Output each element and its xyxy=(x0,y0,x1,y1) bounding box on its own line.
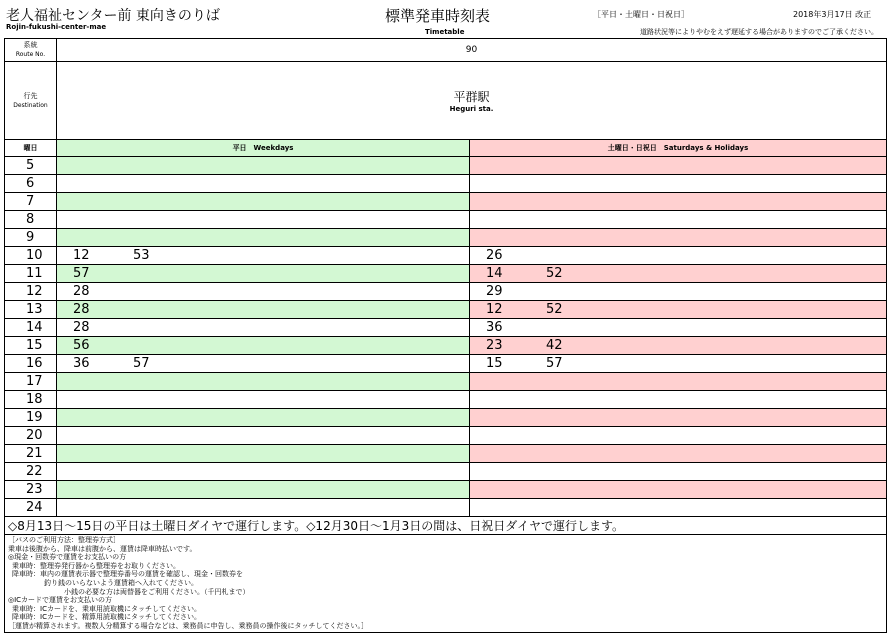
departure-minute: 42 xyxy=(546,338,563,353)
weekday-minutes-cell xyxy=(57,193,470,211)
hour-row xyxy=(5,409,887,427)
departure-minute: 28 xyxy=(73,284,90,299)
holiday-minutes-cell xyxy=(470,427,887,445)
weekday-minutes-cell xyxy=(57,265,470,283)
hour-cell: 21 xyxy=(5,445,57,463)
holiday-minutes-cell xyxy=(470,391,887,409)
weekday-minutes-cell xyxy=(57,247,470,265)
route-label-jp: 系統 xyxy=(23,41,38,49)
schedule-notice: ◇8月13日～15日の平日は土曜日ダイヤで運行します。◇12月30日～1月3日の間は、日祝日ダイヤで運行します。 xyxy=(5,517,887,535)
hour-row xyxy=(5,463,887,481)
usage-note-line: 乗車時：ICカードを、乗車用読取機にタッチしてください。 xyxy=(12,604,201,613)
usage-notes-row xyxy=(5,535,887,633)
holiday-minutes-cell xyxy=(470,319,887,337)
departure-minute: 56 xyxy=(73,338,90,353)
hour-cell: 13 xyxy=(5,301,57,319)
weekday-minutes-cell xyxy=(57,409,470,427)
holiday-minutes-cell xyxy=(470,193,887,211)
weekday-minutes-cell xyxy=(57,211,470,229)
usage-note-line: ［運賃が精算されます。複数人分精算する場合などは、乗務員に申告し、乗務員の操作後にタッチしてください。］ xyxy=(8,621,368,630)
hour-row xyxy=(5,319,887,337)
hour-cell: 23 xyxy=(5,481,57,499)
hour-row xyxy=(5,391,887,409)
weekday-minutes-cell xyxy=(57,445,470,463)
usage-note-line: ◎ICカードで運賃をお支払いの方 xyxy=(8,596,113,605)
column-header-row xyxy=(5,140,887,157)
departure-minute: 36 xyxy=(73,356,90,371)
hour-cell: 10 xyxy=(5,247,57,265)
hour-row xyxy=(5,301,887,319)
holiday-column-header: 土曜日・日祝日 Saturdays & Holidays xyxy=(470,140,887,157)
hour-cell: 24 xyxy=(5,499,57,517)
route-number: 90 xyxy=(57,39,887,62)
hour-row xyxy=(5,175,887,193)
weekday-minutes-cell xyxy=(57,427,470,445)
holiday-minutes-cell xyxy=(470,463,887,481)
departure-minute: 23 xyxy=(486,338,503,353)
weekday-minutes-cell xyxy=(57,373,470,391)
weekday-minutes-cell xyxy=(57,391,470,409)
stop-name-roman: Rojin-fukushi-center-mae xyxy=(6,23,107,31)
hour-column-header: 曜日 xyxy=(5,140,57,157)
weekday-minutes-cell xyxy=(57,481,470,499)
hour-row xyxy=(5,283,887,301)
hour-cell: 14 xyxy=(5,319,57,337)
usage-notes xyxy=(5,535,887,633)
hour-row xyxy=(5,427,887,445)
holiday-minutes-cell xyxy=(470,283,887,301)
weekday-minutes-cell xyxy=(57,157,470,175)
hour-row xyxy=(5,355,887,373)
hour-cell: 19 xyxy=(5,409,57,427)
hour-row xyxy=(5,229,887,247)
hour-row xyxy=(5,211,887,229)
usage-note-line: 乗車は後腹から、降車は前腹から、運賃は降車時払いです。 xyxy=(8,544,197,553)
hour-row xyxy=(5,445,887,463)
holiday-minutes-cell xyxy=(470,247,887,265)
hour-cell: 12 xyxy=(5,283,57,301)
departure-minute: 57 xyxy=(546,356,563,371)
destination-name-en: Heguri sta. xyxy=(449,105,494,113)
holiday-minutes-cell xyxy=(470,481,887,499)
departure-minute: 29 xyxy=(486,284,503,299)
holiday-minutes-cell xyxy=(470,409,887,427)
weekday-minutes-cell xyxy=(57,229,470,247)
weekday-minutes-cell xyxy=(57,337,470,355)
hour-row xyxy=(5,481,887,499)
departure-minute: 57 xyxy=(73,266,90,281)
departure-minute: 36 xyxy=(486,320,503,335)
usage-note-line: ［バスのご利用方法：整理券方式］ xyxy=(8,536,120,544)
hour-cell: 6 xyxy=(5,175,57,193)
weekday-column-header: 平日 Weekdays xyxy=(57,140,470,157)
weekday-minutes-cell xyxy=(57,463,470,481)
departure-minute: 26 xyxy=(486,248,503,263)
usage-note-line: 乗車時：整理券発行器から整理券をお取りください。 xyxy=(12,561,180,570)
holiday-minutes-cell xyxy=(470,445,887,463)
route-label xyxy=(5,39,57,62)
hour-cell: 11 xyxy=(5,265,57,283)
route-label-en: Route No. xyxy=(15,51,46,58)
hour-row xyxy=(5,373,887,391)
destination-name: 平群駅 xyxy=(453,90,490,104)
hour-cell: 7 xyxy=(5,193,57,211)
usage-note-line: 降車時：ICカードを、精算用読取機にタッチしてください。 xyxy=(12,613,201,622)
hour-cell: 17 xyxy=(5,373,57,391)
usage-note-line: 釣り銭のいらないよう運賃箱へ入れてください。 xyxy=(44,578,198,587)
timetable-table xyxy=(4,38,887,633)
holiday-minutes-cell xyxy=(470,499,887,517)
notice-row xyxy=(5,517,887,535)
hour-cell: 18 xyxy=(5,391,57,409)
hour-cell: 9 xyxy=(5,229,57,247)
weekday-minutes-cell xyxy=(57,355,470,373)
holiday-minutes-cell xyxy=(470,373,887,391)
holiday-minutes-cell xyxy=(470,301,887,319)
weekday-minutes-cell xyxy=(57,319,470,337)
departure-minute: 14 xyxy=(486,266,503,281)
hour-cell: 5 xyxy=(5,157,57,175)
holiday-minutes-cell xyxy=(470,211,887,229)
route-row xyxy=(5,39,887,62)
holiday-minutes-cell xyxy=(470,229,887,247)
usage-note-line: 降車時：車内の運賃表示器で整理券番号の運賃を確認し、現金・回数券を xyxy=(12,570,243,579)
delay-note: 道路状況等によりやむをえず遅延する場合がありますのでご了承ください。 xyxy=(640,28,878,36)
departure-minute: 52 xyxy=(546,302,563,317)
holiday-minutes-cell xyxy=(470,355,887,373)
stop-name: 老人福祉センター前 東向きのりば xyxy=(6,8,220,24)
holiday-minutes-cell xyxy=(470,337,887,355)
hour-cell: 16 xyxy=(5,355,57,373)
destination-label-jp: 行先 xyxy=(23,91,38,100)
holiday-minutes-cell xyxy=(470,157,887,175)
departure-minute: 28 xyxy=(73,302,90,317)
departure-minute: 57 xyxy=(133,356,150,371)
timetable-title: 標準発車時刻表 xyxy=(385,7,491,25)
departure-minute: 52 xyxy=(546,266,563,281)
hour-cell: 22 xyxy=(5,463,57,481)
departure-minute: 12 xyxy=(73,248,90,263)
hour-row xyxy=(5,499,887,517)
usage-note-line: ◎現金・回数券で運賃をお支払いの方 xyxy=(8,553,127,562)
departure-minute: 15 xyxy=(486,356,503,371)
hour-cell: 15 xyxy=(5,337,57,355)
weekday-minutes-cell xyxy=(57,283,470,301)
usage-note-line: 小銭の必要な方は両替器をご利用ください。（千円札まで） xyxy=(64,587,250,596)
hour-row xyxy=(5,265,887,283)
destination-row xyxy=(5,62,887,140)
weekday-minutes-cell xyxy=(57,175,470,193)
hour-cell: 8 xyxy=(5,211,57,229)
hour-row xyxy=(5,157,887,175)
hour-row xyxy=(5,247,887,265)
destination-label xyxy=(5,62,57,140)
timetable-title-en: Timetable xyxy=(425,28,465,36)
holiday-minutes-cell xyxy=(470,175,887,193)
departure-minute: 28 xyxy=(73,320,90,335)
destination-label-en: Destination xyxy=(13,101,48,109)
hour-cell: 20 xyxy=(5,427,57,445)
departure-minute: 12 xyxy=(486,302,503,317)
weekday-minutes-cell xyxy=(57,301,470,319)
revision-date: 2018年3月17日 改正 xyxy=(793,10,872,19)
departure-minute: 53 xyxy=(133,248,150,263)
hour-row xyxy=(5,193,887,211)
weekday-minutes-cell xyxy=(57,499,470,517)
day-types: ［平日・土曜日・日祝日］ xyxy=(593,10,689,19)
destination-cell xyxy=(57,62,887,140)
holiday-minutes-cell xyxy=(470,265,887,283)
hour-row xyxy=(5,337,887,355)
